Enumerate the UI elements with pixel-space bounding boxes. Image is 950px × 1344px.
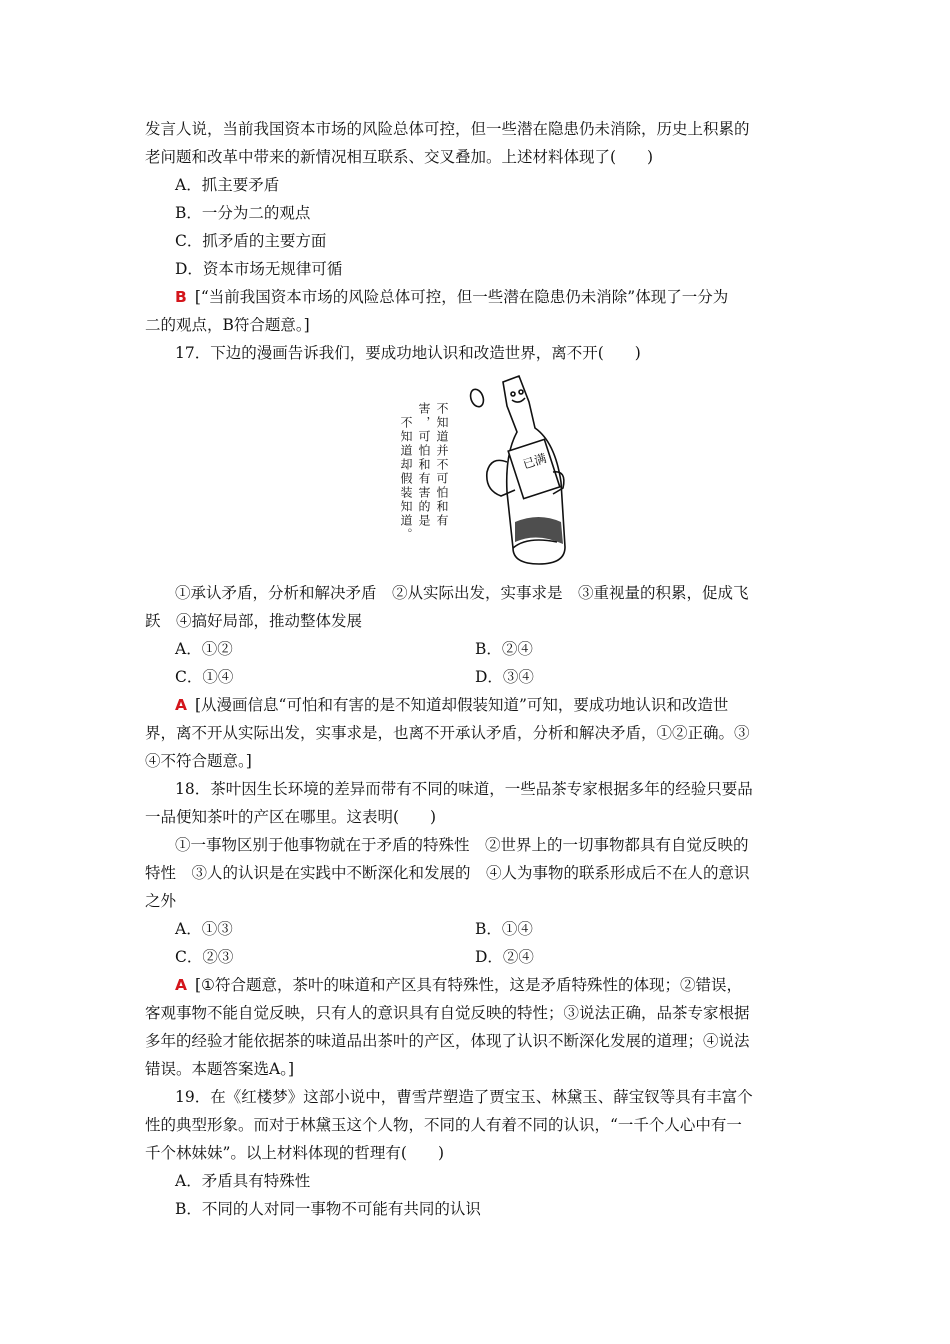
q17-explanation-line-3: ④不符合题意。] xyxy=(145,752,252,770)
q18-option-b: B．①④ xyxy=(475,920,533,938)
q16-explanation-line-1 xyxy=(175,286,728,308)
q17-explanation-line-1 xyxy=(175,694,728,716)
q18-stem-line-2: 一品便知茶叶的产区在哪里。这表明( ) xyxy=(145,808,437,826)
q19-stem-line-3: 千个林妹妹”。以上材料体现的哲理有( ) xyxy=(145,1144,445,1162)
q16-explanation-line-2: 二的观点，B符合题意。] xyxy=(145,316,310,334)
q17-option-c: C．①④ xyxy=(175,668,234,686)
q17-comic xyxy=(395,372,565,572)
comic-bottle-illustration xyxy=(457,372,567,572)
q18-explanation-line-4: 错误。本题答案选A。] xyxy=(145,1060,294,1078)
q16-explanation-text: [“当前我国资本市场的风险总体可控，但一些潜在隐患仍未消除”体现了一分为 xyxy=(194,288,729,306)
comic-bottle-label: 已满 xyxy=(521,451,549,472)
q19-option-b: B．不同的人对同一事物不可能有共同的认识 xyxy=(175,1200,481,1218)
q17-option-b: B．②④ xyxy=(475,640,533,658)
comic-caption-col-3: 不知道却假装知道。 xyxy=(399,416,413,542)
q18-option-c: C．②③ xyxy=(175,948,234,966)
q17-items-line-2: 跃 ④搞好局部，推动整体发展 xyxy=(145,612,363,630)
q16-stem-line-2: 老问题和改革中带来的新情况相互联系、交叉叠加。上述材料体现了( ) xyxy=(145,148,654,166)
q18-stem-line-1: 18．茶叶因生长环境的差异而带有不同的味道，一些品茶专家根据多年的经验只要品 xyxy=(175,780,753,798)
q18-explanation-line-1 xyxy=(175,974,742,996)
q18-explanation-text: [①符合题意，茶叶的味道和产区具有特殊性，这是矛盾特殊性的体现；②错误， xyxy=(195,976,742,994)
q17-stem: 17．下边的漫画告诉我们，要成功地认识和改造世界，离不开( ) xyxy=(175,344,641,362)
q16-stem-line-1: 发言人说，当前我国资本市场的风险总体可控，但一些潜在隐患仍未消除，历史上积累的 xyxy=(145,120,750,138)
q18-option-a: A．①③ xyxy=(175,920,233,938)
q16-option-c: C．抓矛盾的主要方面 xyxy=(175,232,327,250)
q19-option-a: A．矛盾具有特殊性 xyxy=(175,1172,311,1190)
q17-explanation-text: [从漫画信息“可怕和有害的是不知道却假装知道”可知，要成功地认识和改造世 xyxy=(195,696,729,714)
q18-items-line-2: 特性 ③人的认识是在实践中不断深化和发展的 ④人为事物的联系形成后不在人的意识 xyxy=(145,864,750,882)
q19-stem-line-2: 性的典型形象。而对于林黛玉这个人物，不同的人有着不同的认识，“一千个人心中有一 xyxy=(145,1116,742,1134)
q17-explanation-line-2: 界，离不开从实际出发，实事求是，也离不开承认矛盾，分析和解决矛盾，①②正确。③ xyxy=(145,724,750,742)
q16-option-d: D．资本市场无规律可循 xyxy=(175,260,343,278)
q18-explanation-line-3: 多年的经验才能依据茶的味道品出茶叶的产区，体现了认识不断深化发展的道理；④说法 xyxy=(145,1032,750,1050)
q18-option-d: D．②④ xyxy=(475,948,534,966)
q16-option-a: A．抓主要矛盾 xyxy=(175,176,280,194)
comic-caption-col-1: 不知道并不可怕和有 xyxy=(435,402,449,528)
q16-option-b: B．一分为二的观点 xyxy=(175,204,311,222)
q18-answer: A xyxy=(175,976,187,994)
comic-caption-col-2: 害，可怕和有害的是 xyxy=(417,402,431,528)
q18-items-line-1: ①一事物区别于他事物就在于矛盾的特殊性 ②世界上的一切事物都具有自觉反映的 xyxy=(175,836,749,854)
q16-answer: B xyxy=(175,288,187,306)
q17-option-d: D．③④ xyxy=(475,668,534,686)
q18-explanation-line-2: 客观事物不能自觉反映，只有人的意识具有自觉反映的特性；③说法正确，品茶专家根据 xyxy=(145,1004,750,1022)
q18-items-line-3: 之外 xyxy=(145,892,177,910)
q17-answer: A xyxy=(175,696,187,714)
q17-option-a: A．①② xyxy=(175,640,233,658)
q17-items-line-1: ①承认矛盾，分析和解决矛盾 ②从实际出发，实事求是 ③重视量的积累，促成飞 xyxy=(175,584,749,602)
q19-stem-line-1: 19．在《红楼梦》这部小说中，曹雪芹塑造了贾宝玉、林黛玉、薛宝钗等具有丰富个 xyxy=(175,1088,753,1106)
